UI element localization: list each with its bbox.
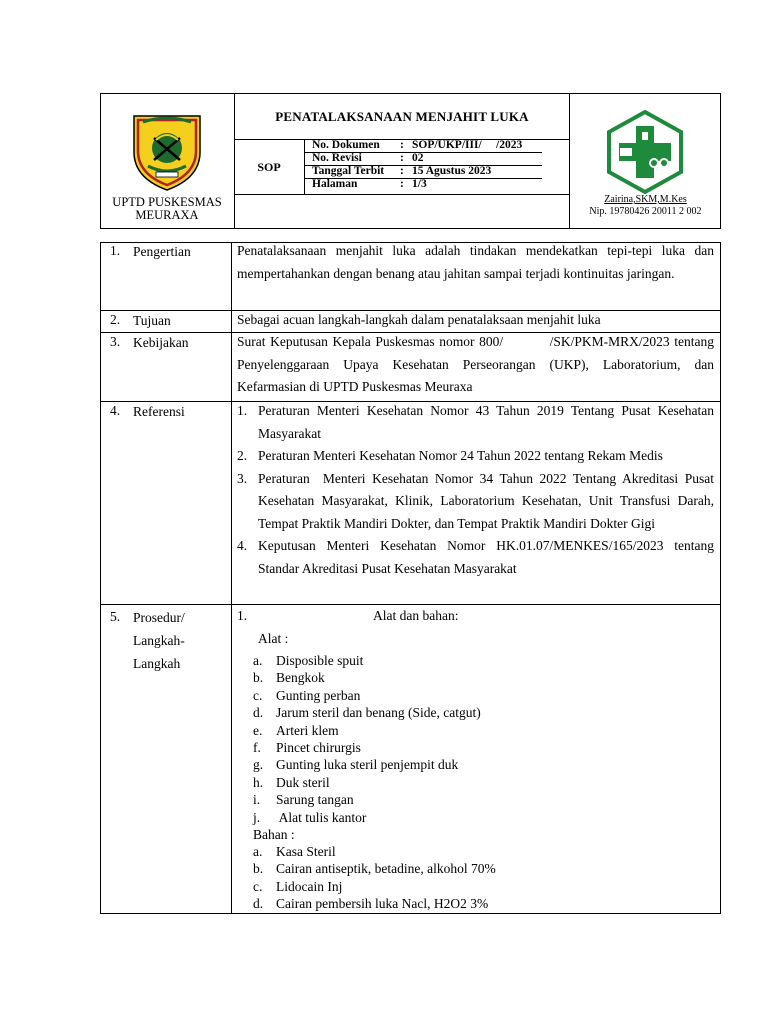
alat-heading: Alat : (258, 631, 289, 646)
section-number: 3. (110, 334, 121, 349)
signer-nip: Nip. 19780426 20011 2 002 (589, 206, 702, 217)
list-item: i. Sarung tangan (253, 792, 354, 808)
pengertian-text: Penatalaksanaan menjahit luka adalah tindakan mendekatkan tepi-tepi luka dan mempertahankan dengan benang atau jahitan sampai terjadi kontinuitas jaringan. (237, 243, 714, 281)
referensi-list (237, 400, 718, 580)
meta-issue-date: Tanggal Terbit : 15 Agustus 2023 (312, 165, 492, 177)
list-item: j. Alat tulis kantor (253, 809, 367, 825)
section-number: 1. (110, 243, 121, 258)
list-item: c. Lidocain Inj (253, 878, 343, 894)
section-number: 4. (110, 403, 121, 418)
section-number: 5. (110, 609, 121, 624)
regional-emblem-icon (126, 110, 208, 192)
list-item: 3. Peraturan Menteri Kesehatan Nomor 34 Tahun 2022 Tentang Akreditasi Pusat Kesehatan Masyarakat, Klinik, Laboratorium Kesehatan, Unit Transfusi Darah, Tempat Praktik Mandiri Dokter, dan Tempat Praktik Mandiri Dokter Gigi (237, 470, 718, 531)
kebijakan-text: Surat Keputusan Kepala Puskesmas nomor 800/ /SK/PKM-MRX/2023 tentang Penyelenggaraan Upaya Kesehatan Perseorangan (UKP), Laboratorium, dan Kefarmasian di UPTD Puskesmas Meuraxa (237, 334, 718, 394)
signer-name: Zairina,SKM,M.Kes (604, 194, 687, 205)
list-item: h. Duk steril (253, 774, 330, 790)
list-item: a. Kasa Steril (253, 844, 336, 859)
sop-label: SOP (257, 160, 281, 174)
list-item: 4. Keputusan Menteri Kesehatan Nomor HK.01.07/MENKES/165/2023 tentang Standar Akreditasi Pusat Kesehatan Masyarakat (237, 538, 714, 576)
list-item: 2. Peraturan Menteri Kesehatan Nomor 24 Tahun 2022 tentang Rekam Medis (237, 448, 663, 463)
meta-page: Halaman : 1/3 (312, 178, 427, 190)
list-item: a. Disposible spuit (253, 653, 364, 668)
tujuan-text: Sebagai acuan langkah-langkah dalam penatalaksaan menjahit luka (237, 312, 601, 327)
step-title: Alat dan bahan: (373, 608, 459, 623)
section-number: 2. (110, 312, 121, 327)
list-item: e. Arteri klem (253, 722, 339, 738)
list-item: d. Jarum steril dan benang (Side, catgut) (253, 705, 481, 721)
signer-block (570, 194, 721, 218)
list-item: 1. Peraturan Menteri Kesehatan Nomor 43 Tahun 2019 Tentang Pusat Kesehatan Masyarakat (237, 403, 714, 441)
section-label-referensi: Referensi (133, 404, 185, 419)
document-title: PENATALAKSANAAN MENJAHIT LUKA (275, 109, 529, 124)
alat-list (253, 652, 481, 826)
meta-revision: No. Revisi : 02 (312, 152, 424, 164)
list-item: c. Gunting perban (253, 687, 361, 703)
list-item: d. Cairan pembersih luka Nacl, H2O2 3% (253, 896, 489, 912)
bahan-heading: Bahan : (253, 827, 295, 842)
step-number: 1. (237, 608, 248, 623)
bahan-list (253, 843, 496, 913)
organization-name: UPTD PUSKESMAS MEURAXA (112, 195, 222, 222)
list-item: f. Pincet chirurgis (253, 740, 361, 756)
section-label-kebijakan: Kebijakan (133, 335, 189, 350)
puskesmas-logo-icon (606, 110, 684, 194)
meta-document-number: No. Dokumen : SOP/UKP/III/ /2023 (312, 139, 523, 151)
list-item: b. Bengkok (253, 670, 325, 686)
list-item: b. Cairan antiseptik, betadine, alkohol 70% (253, 861, 496, 877)
section-label-pengertian: Pengertian (133, 244, 191, 259)
section-label-prosedur: Prosedur/ Langkah- Langkah (133, 610, 185, 671)
section-label-tujuan: Tujuan (133, 313, 171, 328)
list-item: g. Gunting luka steril penjempit duk (253, 757, 459, 773)
